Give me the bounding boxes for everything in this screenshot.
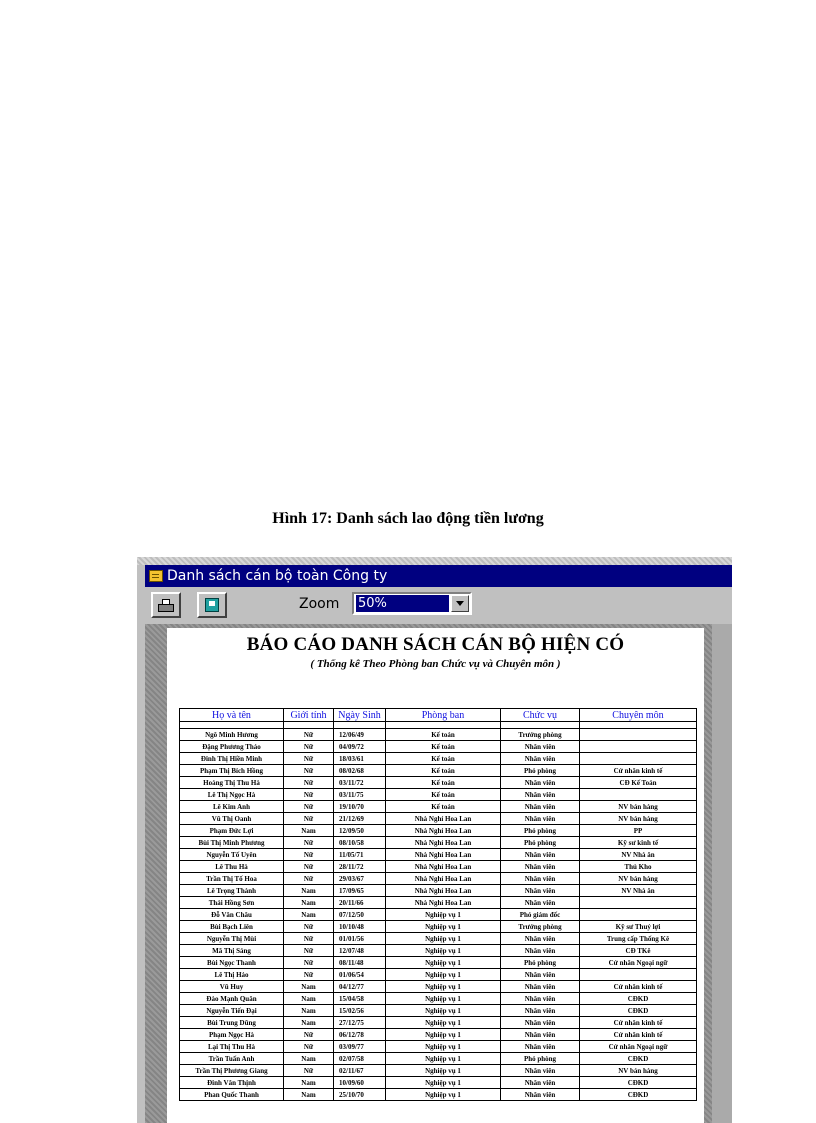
cell-department: Nghiệp vụ 1 (386, 1029, 501, 1041)
cell-gender: Nam (284, 981, 334, 993)
cell-specialty: CĐ Kế Toán (580, 777, 697, 789)
cell-dob: 20/11/66 (334, 897, 386, 909)
cell-specialty: Thủ Kho (580, 861, 697, 873)
cell-gender: Nam (284, 825, 334, 837)
header-specialty: Chuyên môn (580, 709, 697, 722)
cell-gender: Nữ (284, 921, 334, 933)
cell-dob: 18/03/61 (334, 753, 386, 765)
cell-specialty: CĐKD (580, 1089, 697, 1101)
cell-department: Nghiệp vụ 1 (386, 993, 501, 1005)
header-dob: Ngày Sinh (334, 709, 386, 722)
cell-position: Nhân viên (501, 1065, 580, 1077)
cell-specialty: Cử nhân kinh tế (580, 1017, 697, 1029)
cell-dob: 12/07/48 (334, 945, 386, 957)
table-body (180, 722, 697, 1101)
cell-department: Nghiệp vụ 1 (386, 1089, 501, 1101)
cell-name: Đào Mạnh Quân (180, 993, 284, 1005)
cell-department: Kế toán (386, 741, 501, 753)
cell-name: Hoàng Thị Thu Hà (180, 777, 284, 789)
table-row (180, 1077, 697, 1089)
cell-position: Phó phòng (501, 957, 580, 969)
table-row (180, 837, 697, 849)
cell-department: Nghiệp vụ 1 (386, 981, 501, 993)
cell-name: Đinh Thị Hiền Minh (180, 753, 284, 765)
cell-gender: Nữ (284, 957, 334, 969)
cell-department: Nghiệp vụ 1 (386, 957, 501, 969)
cell-dob: 19/10/70 (334, 801, 386, 813)
cell-gender: Nữ (284, 813, 334, 825)
cell-gender: Nam (284, 993, 334, 1005)
cell-department: Kế toán (386, 777, 501, 789)
cell-position: Phó phòng (501, 765, 580, 777)
cell-department: Nghiệp vụ 1 (386, 1017, 501, 1029)
header-position: Chức vụ (501, 709, 580, 722)
cell-name: Phan Quốc Thanh (180, 1089, 284, 1101)
cell-dob: 10/10/48 (334, 921, 386, 933)
cell-position: Phó phòng (501, 1053, 580, 1065)
cell-dob: 04/12/77 (334, 981, 386, 993)
cell-dob: 02/07/58 (334, 1053, 386, 1065)
table-row (180, 1053, 697, 1065)
cell-dob: 08/02/68 (334, 765, 386, 777)
report-page (167, 628, 704, 1123)
cell-department: Nhà Nghỉ Hoa Lan (386, 813, 501, 825)
zoom-select[interactable] (352, 592, 472, 615)
cell-position: Phó giám đốc (501, 909, 580, 921)
cell-name: Đặng Phương Thảo (180, 741, 284, 753)
cell-name: Lê Thị Ngọc Hà (180, 789, 284, 801)
cell-specialty: CĐKD (580, 993, 697, 1005)
cell-dob: 03/11/75 (334, 789, 386, 801)
cell-specialty: NV bán hàng (580, 873, 697, 885)
cell-gender: Nữ (284, 849, 334, 861)
zoom-dropdown-button[interactable] (451, 595, 469, 612)
cell-department: Nhà Nghỉ Hoa Lan (386, 885, 501, 897)
cell-gender: Nữ (284, 777, 334, 789)
cell-dob: 17/09/65 (334, 885, 386, 897)
cell-dob: 28/11/72 (334, 861, 386, 873)
cell-gender: Nữ (284, 933, 334, 945)
cell-dob: 11/05/71 (334, 849, 386, 861)
cell-name: Trần Tuấn Anh (180, 1053, 284, 1065)
cell-specialty: CĐ TKê (580, 945, 697, 957)
cell-position: Nhân viên (501, 777, 580, 789)
cell-gender: Nữ (284, 753, 334, 765)
export-icon (205, 598, 219, 612)
cell-name: Phạm Ngọc Hà (180, 1029, 284, 1041)
table-row (180, 777, 697, 789)
cell-name: Bùi Ngọc Thanh (180, 957, 284, 969)
cell-gender: Nữ (284, 801, 334, 813)
table-row (180, 813, 697, 825)
print-button[interactable] (151, 592, 181, 618)
cell-dob: 02/11/67 (334, 1065, 386, 1077)
cell-department: Nhà Nghỉ Hoa Lan (386, 837, 501, 849)
chevron-down-icon (456, 601, 464, 606)
cell-position: Nhân viên (501, 741, 580, 753)
cell-position: Nhân viên (501, 885, 580, 897)
cell-specialty (580, 969, 697, 981)
cell-gender: Nam (284, 1005, 334, 1017)
cell-name: Mã Thị Sáng (180, 945, 284, 957)
table-row (180, 981, 697, 993)
cell-position: Nhân viên (501, 813, 580, 825)
report-preview-area[interactable] (145, 624, 732, 1123)
table-row (180, 789, 697, 801)
printer-icon (158, 599, 174, 612)
cell-position: Nhân viên (501, 1089, 580, 1101)
cell-position: Nhân viên (501, 933, 580, 945)
cell-name: Đỗ Văn Châu (180, 909, 284, 921)
table-row (180, 957, 697, 969)
report-title: BÁO CÁO DANH SÁCH CÁN BỘ HIỆN CÓ (246, 634, 625, 655)
title-bar[interactable] (145, 565, 732, 587)
cell-department: Nghiệp vụ 1 (386, 1065, 501, 1077)
cell-dob: 01/06/54 (334, 969, 386, 981)
cell-name: Nguyễn Tố Uyên (180, 849, 284, 861)
table-row (180, 921, 697, 933)
cell-position: Nhân viên (501, 945, 580, 957)
cell-name: Phạm Đức Lợi (180, 825, 284, 837)
cell-department: Nghiệp vụ 1 (386, 1041, 501, 1053)
cell-dob: 15/04/58 (334, 993, 386, 1005)
cell-specialty (580, 897, 697, 909)
report-preview-window (137, 557, 732, 1123)
cell-specialty: Cử nhân Ngoại ngữ (580, 957, 697, 969)
cell-gender: Nữ (284, 861, 334, 873)
zoom-label: Zoom (299, 596, 340, 612)
table-row (180, 753, 697, 765)
cell-gender: Nam (284, 1077, 334, 1089)
cell-dob: 01/01/56 (334, 933, 386, 945)
table-row (180, 741, 697, 753)
cell-name: Nguyễn Thị Mùi (180, 933, 284, 945)
cell-position: Nhân viên (501, 1077, 580, 1089)
cell-specialty (580, 729, 697, 741)
cell-name: Trần Thị Phương Giang (180, 1065, 284, 1077)
cell-dob: 08/10/58 (334, 837, 386, 849)
employee-table (179, 708, 697, 1101)
cell-specialty (580, 789, 697, 801)
cell-gender: Nam (284, 897, 334, 909)
cell-specialty: CĐKD (580, 1077, 697, 1089)
cell-department: Nhà Nghỉ Hoa Lan (386, 897, 501, 909)
table-row (180, 933, 697, 945)
cell-specialty (580, 909, 697, 921)
cell-dob: 10/09/60 (334, 1077, 386, 1089)
cell-position: Nhân viên (501, 873, 580, 885)
cell-name: Ngô Minh Hương (180, 729, 284, 741)
cell-gender: Nữ (284, 1041, 334, 1053)
header-gender: Giới tính (284, 709, 334, 722)
cell-department: Nghiệp vụ 1 (386, 1053, 501, 1065)
cell-position: Nhân viên (501, 861, 580, 873)
cell-position: Nhân viên (501, 1029, 580, 1041)
cell-department: Nghiệp vụ 1 (386, 933, 501, 945)
cell-name: Lê Kim Anh (180, 801, 284, 813)
window-top-edge (137, 557, 732, 565)
table-row (180, 1089, 697, 1101)
cell-gender: Nữ (284, 789, 334, 801)
cell-position: Nhân viên (501, 789, 580, 801)
cell-position: Trưởng phòng (501, 921, 580, 933)
table-row (180, 1017, 697, 1029)
report-window-icon (149, 570, 163, 582)
cell-specialty: Kỹ sư kinh tế (580, 837, 697, 849)
cell-specialty: NV Nhà ăn (580, 885, 697, 897)
cell-department: Kế toán (386, 753, 501, 765)
cell-department: Kế toán (386, 789, 501, 801)
cell-position: Nhân viên (501, 993, 580, 1005)
cell-gender: Nữ (284, 765, 334, 777)
cell-specialty: Trung cấp Thống Kê (580, 933, 697, 945)
cell-gender: Nữ (284, 873, 334, 885)
cell-position: Nhân viên (501, 1041, 580, 1053)
figure-caption: Hình 17: Danh sách lao động tiền lương (272, 510, 544, 527)
cell-specialty: NV bán hàng (580, 813, 697, 825)
cell-specialty: NV Nhà ăn (580, 849, 697, 861)
table-row (180, 873, 697, 885)
table-row (180, 729, 697, 741)
table-row (180, 825, 697, 837)
toolbar (145, 587, 732, 624)
table-header-row (180, 709, 697, 722)
cell-position: Nhân viên (501, 981, 580, 993)
cell-specialty: CĐKD (580, 1053, 697, 1065)
cell-name: Vũ Huy (180, 981, 284, 993)
table-row (180, 945, 697, 957)
cell-department: Nhà Nghỉ Hoa Lan (386, 861, 501, 873)
cell-position: Nhân viên (501, 801, 580, 813)
cell-department: Nhà Nghỉ Hoa Lan (386, 873, 501, 885)
table-row (180, 1065, 697, 1077)
window-title: Danh sách cán bộ toàn Công ty (167, 568, 388, 584)
cell-department: Nghiệp vụ 1 (386, 945, 501, 957)
cell-gender: Nam (284, 1017, 334, 1029)
cell-gender: Nữ (284, 729, 334, 741)
cell-position: Nhân viên (501, 1005, 580, 1017)
export-button[interactable] (197, 592, 227, 618)
zoom-value: 50% (356, 595, 449, 612)
cell-specialty: Cử nhân kinh tế (580, 765, 697, 777)
cell-name: Nguyễn Tiến Đại (180, 1005, 284, 1017)
cell-specialty: CĐKD (580, 1005, 697, 1017)
header-department: Phòng ban (386, 709, 501, 722)
cell-dob: 04/09/72 (334, 741, 386, 753)
cell-position: Nhân viên (501, 1017, 580, 1029)
table-row (180, 849, 697, 861)
cell-gender: Nam (284, 885, 334, 897)
cell-dob: 12/06/49 (334, 729, 386, 741)
cell-position: Nhân viên (501, 849, 580, 861)
cell-gender: Nữ (284, 1029, 334, 1041)
cell-position: Phó phòng (501, 837, 580, 849)
cell-position: Nhân viên (501, 969, 580, 981)
table-row (180, 1029, 697, 1041)
cell-specialty: Cử nhân kinh tế (580, 1029, 697, 1041)
cell-name: Phạm Thị Bích Hồng (180, 765, 284, 777)
cell-specialty (580, 741, 697, 753)
cell-gender: Nam (284, 909, 334, 921)
cell-dob: 07/12/50 (334, 909, 386, 921)
cell-name: Thái Hồng Sơn (180, 897, 284, 909)
cell-specialty: Cử nhân Ngoại ngữ (580, 1041, 697, 1053)
cell-name: Lê Thị Hảo (180, 969, 284, 981)
cell-gender: Nữ (284, 945, 334, 957)
table-row (180, 993, 697, 1005)
cell-name: Đinh Văn Thịnh (180, 1077, 284, 1089)
cell-name: Vũ Thị Oanh (180, 813, 284, 825)
cell-dob: 03/09/77 (334, 1041, 386, 1053)
table-row (180, 885, 697, 897)
table-row (180, 897, 697, 909)
cell-name: Bùi Bạch Liên (180, 921, 284, 933)
cell-name: Lê Thu Hà (180, 861, 284, 873)
cell-department: Nghiệp vụ 1 (386, 1077, 501, 1089)
cell-department: Kế toán (386, 729, 501, 741)
cell-gender: Nữ (284, 741, 334, 753)
cell-dob: 21/12/69 (334, 813, 386, 825)
cell-department: Nghiệp vụ 1 (386, 969, 501, 981)
table-row (180, 909, 697, 921)
cell-position: Trưởng phòng (501, 729, 580, 741)
table-row (180, 1041, 697, 1053)
table-row (180, 969, 697, 981)
cell-dob: 08/11/48 (334, 957, 386, 969)
cell-gender: Nam (284, 1089, 334, 1101)
cell-gender: Nam (284, 1053, 334, 1065)
cell-department: Nghiệp vụ 1 (386, 921, 501, 933)
table-row (180, 765, 697, 777)
cell-department: Kế toán (386, 801, 501, 813)
cell-department: Nghiệp vụ 1 (386, 1005, 501, 1017)
cell-gender: Nữ (284, 969, 334, 981)
cell-specialty: NV bán hàng (580, 1065, 697, 1077)
cell-dob: 12/09/50 (334, 825, 386, 837)
cell-position: Phó phòng (501, 825, 580, 837)
cell-department: Nhà Nghỉ Hoa Lan (386, 849, 501, 861)
scroll-edge (712, 624, 732, 1123)
cell-specialty: NV bán hàng (580, 801, 697, 813)
cell-dob: 29/03/67 (334, 873, 386, 885)
header-name: Họ và tên (180, 709, 284, 722)
cell-department: Nghiệp vụ 1 (386, 909, 501, 921)
cell-name: Lê Trọng Thành (180, 885, 284, 897)
cell-name: Bùi Trung Dũng (180, 1017, 284, 1029)
report-subtitle: ( Thống kê Theo Phòng ban Chức vụ và Chuyên môn ) (310, 658, 561, 670)
cell-specialty: Cử nhân kinh tế (580, 981, 697, 993)
table-row (180, 801, 697, 813)
cell-position: Nhân viên (501, 897, 580, 909)
cell-dob: 25/10/70 (334, 1089, 386, 1101)
cell-specialty: PP (580, 825, 697, 837)
cell-department: Kế toán (386, 765, 501, 777)
cell-dob: 03/11/72 (334, 777, 386, 789)
cell-name: Trần Thị Tố Hoa (180, 873, 284, 885)
cell-dob: 27/12/75 (334, 1017, 386, 1029)
cell-dob: 15/02/56 (334, 1005, 386, 1017)
cell-position: Nhân viên (501, 753, 580, 765)
cell-name: Lại Thị Thu Hà (180, 1041, 284, 1053)
table-row (180, 1005, 697, 1017)
cell-gender: Nữ (284, 1065, 334, 1077)
cell-specialty (580, 753, 697, 765)
cell-gender: Nữ (284, 837, 334, 849)
cell-dob: 06/12/78 (334, 1029, 386, 1041)
table-row (180, 861, 697, 873)
cell-name: Bùi Thị Minh Phương (180, 837, 284, 849)
cell-specialty: Kỹ sư Thuỷ lợi (580, 921, 697, 933)
cell-department: Nhà Nghỉ Hoa Lan (386, 825, 501, 837)
